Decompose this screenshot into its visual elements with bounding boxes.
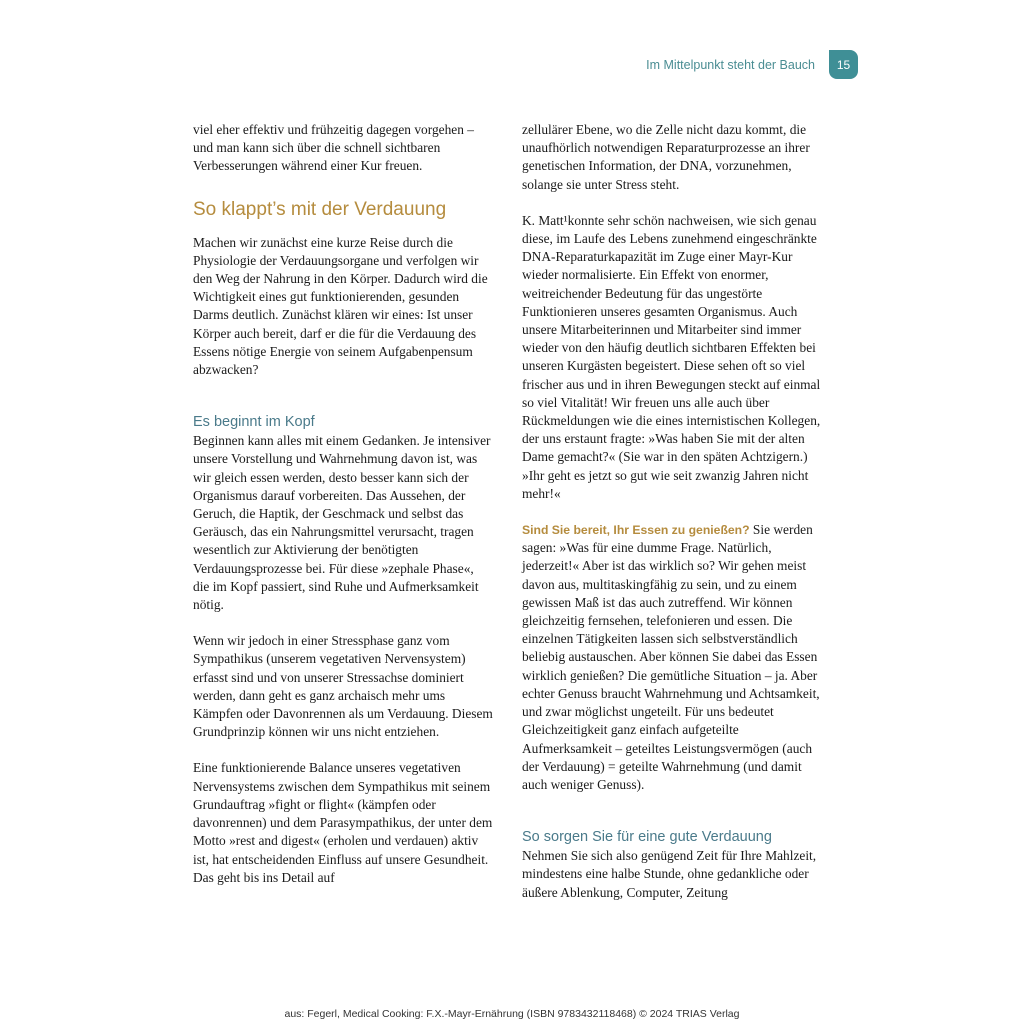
section-heading: So klappt’s mit der Verdauung: [193, 198, 447, 220]
paragraph: Machen wir zunächst eine kurze Reise durch die Physiologie der Verdauungsorgane und verfolgen wir den Weg der Nahrung in den Körper. Dadurch wird die Wichtigkeit eines gut funktionierenden, gesunden Darms deutlich. Zunächst klären wir eines: Ist unser Körper auch bereit, darf er die für die Verdauung des Essens nötige Energie von seinem Aufgabenpensum abzwacken?: [193, 234, 488, 378]
running-title: Im Mittelpunkt steht der Bauch: [646, 57, 815, 72]
page-header: [646, 50, 858, 79]
subheading: Es beginnt im Kopf: [193, 414, 315, 431]
source-footer: aus: Fegerl, Medical Cooking: F.X.-Mayr-Ernährung (ISBN 9783432118468) © 2024 TRIAS Verlag: [284, 1008, 740, 1020]
paragraph: Nehmen Sie sich also genügend Zeit für Ihre Mahlzeit, mindestens eine halbe Stunde, ohne gedankliche oder äußere Ablenkung, Computer, Zeitung: [522, 848, 817, 900]
paragraph: Wenn wir jedoch in einer Stressphase ganz vom Sympathikus (unserem vegetativen Nervensystem) erfasst sind und von unserer Stressachse dominiert werden, dann geht es ganz archaisch mehr ums Kämpfen oder Davonrennen als um Verdauung. Diesem Grundprinzip können wir uns nicht entziehen.: [193, 633, 493, 740]
page-number-badge: 15: [829, 50, 858, 79]
right-column: [522, 121, 822, 920]
paragraph: Eine funktionierende Balance unseres vegetativen Nervensystems zwischen dem Sympathikus mit seinem Grundauftrag »fight or flight« (kämpfen oder davonrennen) und dem Parasympathikus, der unter dem Motto »rest and digest« (erholen und verdauen) aktiv ist, hat entscheidenden Einfluss auf unsere Gesundheit. Das geht bis ins Detail auf: [193, 760, 493, 885]
intro-paragraph: viel eher effektiv und frühzeitig dagegen vorgehen – und man kann sich über die schnell sichtbaren Verbesserungen während einer Kur freuen.: [193, 122, 474, 174]
subheading: So sorgen Sie für eine gute Verdauung: [522, 829, 772, 846]
paragraph-body: Sie werden sagen: »Was für eine dumme Frage. Natürlich, jederzeit!« Aber ist das wirklich so? Wir gehen meist davon aus, multitaskingfähig zu sein, und zu einem gewissen Maß ist das auch zutreffend. Wir können gleichzeitig fernsehen, telefonieren und essen. Die einzelnen Tätigkeiten lassen sich selbstverständlich beliebig austauschen. Aber können Sie dabei das Essen wirklich genießen? Die gemütliche Situation – ja. Aber echter Genuss braucht Wahrnehmung und Achtsamkeit, und zwar möglichst ungeteilt. Für uns bedeutet Gleichzeitigkeit ganz einfach aufgeteilte Aufmerksamkeit – geteiltes Leistungsvermögen (auch der Verdauung) = geteilte Wahrnehmung (und damit auch weniger Genuss).: [522, 522, 820, 792]
paragraph: Beginnen kann alles mit einem Gedanken. Je intensiver unsere Vorstellung und Wahrnehmung davon ist, was wir gleich essen werden, desto besser kann sich der Organismus darauf vorbereiten. Das Aussehen, der Geruch, die Haptik, der Geschmack und selbst das Geräusch, das ein Nahrungsmittel verursacht, tragen wesentlich zur Aktivierung der benötigten Verdauungsprozesse bei. Für diese »zephale Phase«, die im Kopf passiert, sind Ruhe und Aufmerksamkeit nötig.: [193, 433, 491, 613]
paragraph-lead: Sind Sie bereit, Ihr Essen zu genießen?: [522, 523, 750, 538]
paragraph: K. Matt¹konnte sehr schön nachweisen, wie sich genau diese, im Laufe des Lebens zunehmend eingeschränkte DNA-Reparaturkapazität im Zuge einer Mayr-Kur wieder normalisierte. Ein Effekt von enormer, weitreichender Bedeutung für das ungestörte Funktionieren unseres gesamten Organismus. Auch unsere Mitarbeiterinnen und Mitarbeiter sind immer wieder von den häufig deutlich sichtbaren Effekten bei unseren Kurgästen begeistert. Diese sehen oft so viel frischer aus und in ihren Bewegungen steckt auf einmal so viel Vitalität! Wir freuen uns alle auch über Rückmeldungen wie die eines internistischen Kollegen, der uns erstaunt fragte: »Was haben Sie mit der alten Dame gemacht?« (Sie war in den späten Achtzigern.) »Ihr geht es jetzt so gut wie seit zwanzig Jahren nicht mehr!«: [522, 212, 821, 501]
paragraph-with-lead: [522, 521, 822, 794]
left-column: [193, 121, 493, 905]
paragraph: zellulärer Ebene, wo die Zelle nicht dazu kommt, die unaufhörlich notwendigen Reparaturprozesse an ihrer genetischen Information, der DNA, vorzunehmen, solange sie unter Stress steht.: [522, 122, 810, 192]
